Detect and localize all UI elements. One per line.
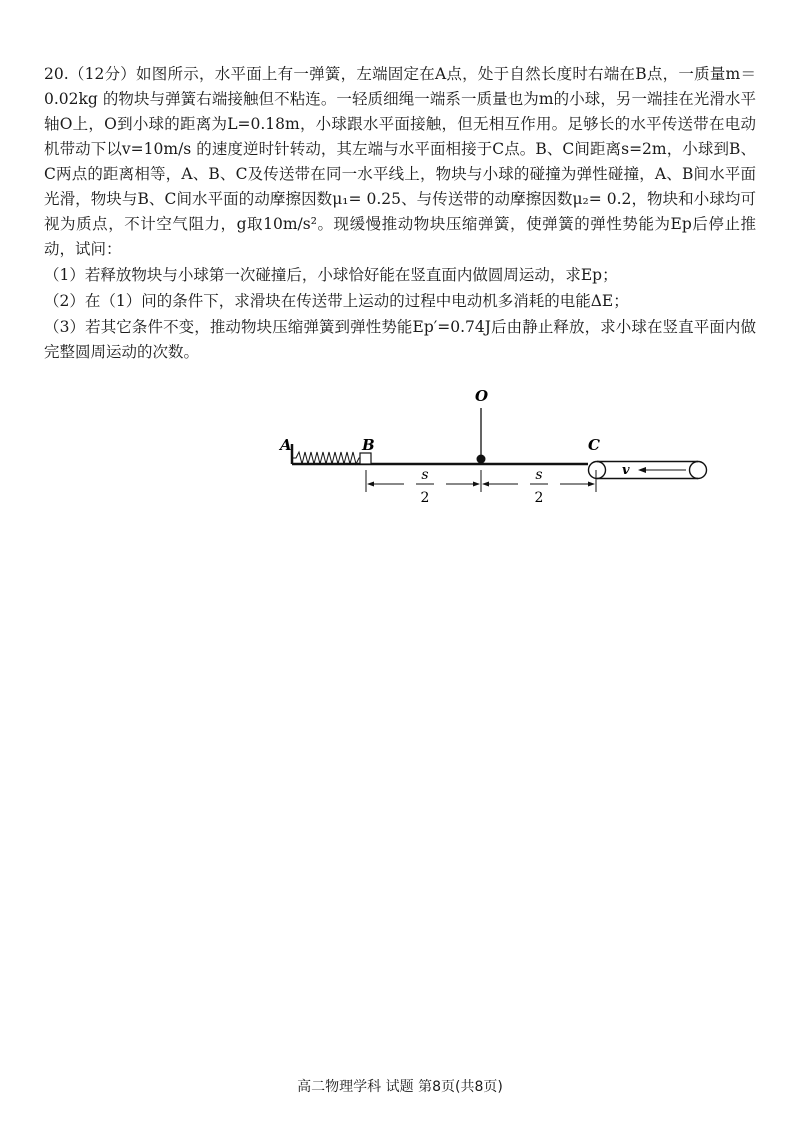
physics-diagram [270,380,710,520]
half-s-left-denominator: 2 [420,490,430,506]
belt-right-roller [690,462,707,479]
label-c: C [588,436,600,454]
label-o: O [475,387,489,405]
spring [292,452,360,464]
dim-left-b-head [473,482,480,487]
ball [477,455,486,464]
block [360,453,371,464]
belt-left-roller [589,462,606,479]
question-2: （2）在（1）问的条件下，求滑块在传送带上运动的过程中电动机多消耗的电能ΔE； [44,292,629,310]
half-s-left-numerator: s [421,467,429,483]
problem-20 [44,62,756,365]
label-v: v [622,463,630,478]
question-3: （3）若其它条件不变，推动物块压缩弹簧到弹性势能Ep′=0.74J后由静止释放，求小球在竖直平面内做完整圆周运动的次数。 [44,318,756,361]
dim-left-a-head [367,482,374,487]
half-s-right-denominator: 2 [534,490,544,506]
label-a: A [280,436,292,454]
diagram-svg [270,380,710,520]
question-1: （1）若释放物块与小球第一次碰撞后，小球恰好能在竖直面内做圆周运动，求Ep； [44,266,618,284]
problem-intro: 20.（12分）如图所示，水平面上有一弹簧，左端固定在A点，处于自然长度时右端在B点，一质量m＝0.02kg 的物块与弹簧右端接触但不粘连。一轻质细绳一端系一质量也为m的小球，另一端挂在光滑水平轴O上，O到小球的距离为L=0.18m，小球跟水平面接触，但无相互作用。足够长的水平传送带在电动机带动下以v=10m/s 的速度逆时针转动，其左端与水平面相接于C点。B、C间距离s=2m，小球到B、C两点的距离相等，A、B、C及传送带在同一水平线上，物块与小球的碰撞为弹性碰撞，A、B间水平面光滑，物块与B、C间水平面的动摩擦因数μ₁= 0.25、与传送带的动摩擦因数μ₂= 0.2，物块和小球均可视为质点，不计空气阻力，g取10m/s²。现缓慢推动物块压缩弹簧，使弹簧的弹性势能为Ep后停止推动，试问： [44,65,756,258]
dim-right-b-head [588,482,595,487]
page-footer: 高二物理学科 试题 第8页(共8页) [297,1079,503,1095]
velocity-arrowhead [638,467,646,473]
half-s-right-numerator: s [535,467,543,483]
label-b: B [362,436,375,454]
dim-right-a-head [482,482,489,487]
